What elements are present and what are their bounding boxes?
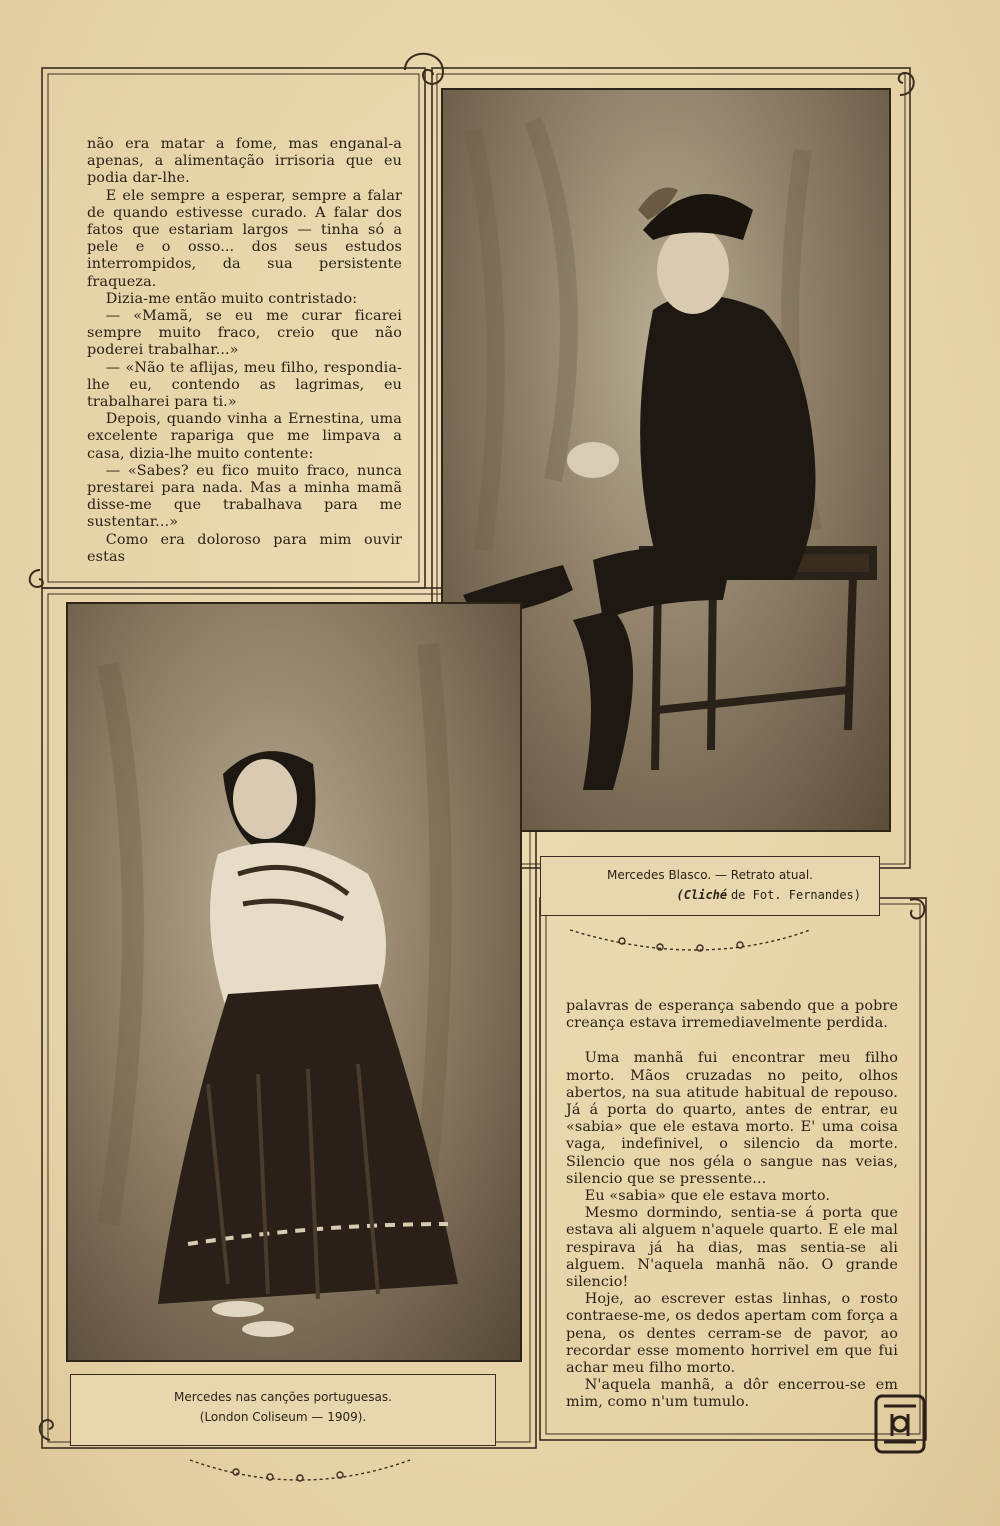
right-text-column: [566, 998, 898, 1412]
caption-top-photo: [540, 856, 880, 916]
portrait-figure-standing: [68, 604, 522, 1362]
caption-title: Mercedes Blasco. — Retrato atual.: [607, 868, 813, 882]
portrait-photo-costume: [66, 602, 522, 1362]
paragraph: E ele sempre a esperar, sempre a falar de quando estivesse curado. A falar dos fatos que estariam largos — tinha só a pele e o osso... dos seus estudos interrompidos, da sua persistente fraqueza.: [87, 187, 402, 290]
paragraph: Uma manhã fui encontrar meu filho morto. Mãos cruzadas no peito, olhos abertos, na sua atitude habitual de repouso. Já á porta do quarto, antes de entrar, eu «sabia» que ele estava morto. E' uma coisa vaga, indefinivel, o silencio da morte. Silencio que nos géla o sangue nas veias, silencio que se pressente...: [566, 1050, 898, 1187]
caption-cliche: (Cliché: [676, 888, 728, 902]
paragraph: Mesmo dormindo, sentia-se á porta que estava ali alguem n'aquele quarto. E ele mal respirava já ha dias, mas sentia-se ali alguem. N'aquela manhã não. O grande silencio!: [566, 1205, 898, 1291]
paragraph: não era matar a fome, mas enganal-a apenas, a alimentação irrisoria que eu podia dar-lhe.: [87, 136, 402, 187]
paragraph: palavras de esperança sabendo que a pobre creança estava irremediavelmente perdida.: [566, 998, 898, 1032]
paragraph: Como era doloroso para mim ouvir estas: [87, 531, 402, 565]
paragraph: — «Não te aflijas, meu filho, respondia-lhe eu, contendo as lagrimas, eu trabalharei para ti.»: [87, 359, 402, 411]
caption-credit: de Fot. Fernandes): [730, 888, 861, 902]
paragraph: — «Mamã, se eu me curar ficarei sempre muito fraco, creio que não poderei trabalhar...»: [87, 308, 402, 359]
paragraph: Depois, quando vinha a Ernestina, uma excelente rapariga que me limpava a casa, dizia-lhe muito contente:: [87, 411, 402, 462]
paragraph: Dizia-me então muito contristado:: [105, 290, 358, 307]
left-text-column: [87, 136, 402, 566]
caption-bottom-photo: [70, 1374, 496, 1446]
caption-credit: (London Coliseum — 1909).: [199, 1410, 367, 1424]
paragraph: — «Sabes? eu fico muito fraco, nunca prestarei para nada. Mas a minha mamã disse-me que trabalhava para me sustentar...»: [87, 462, 402, 531]
caption-title: Mercedes nas canções portuguesas.: [174, 1390, 392, 1404]
paragraph: Hoje, ao escrever estas linhas, o rosto contraese-me, os dedos apertam com força a pena, os dentes cerram-se de pavor, ao recordar esse momento horrivel em que fui achar meu filho morto.: [566, 1291, 898, 1377]
paragraph: Eu «sabia» que ele estava morto.: [584, 1188, 831, 1205]
paragraph: N'aquela manhã, a dôr encerrou-se em mim, como n'um tumulo.: [566, 1377, 898, 1411]
